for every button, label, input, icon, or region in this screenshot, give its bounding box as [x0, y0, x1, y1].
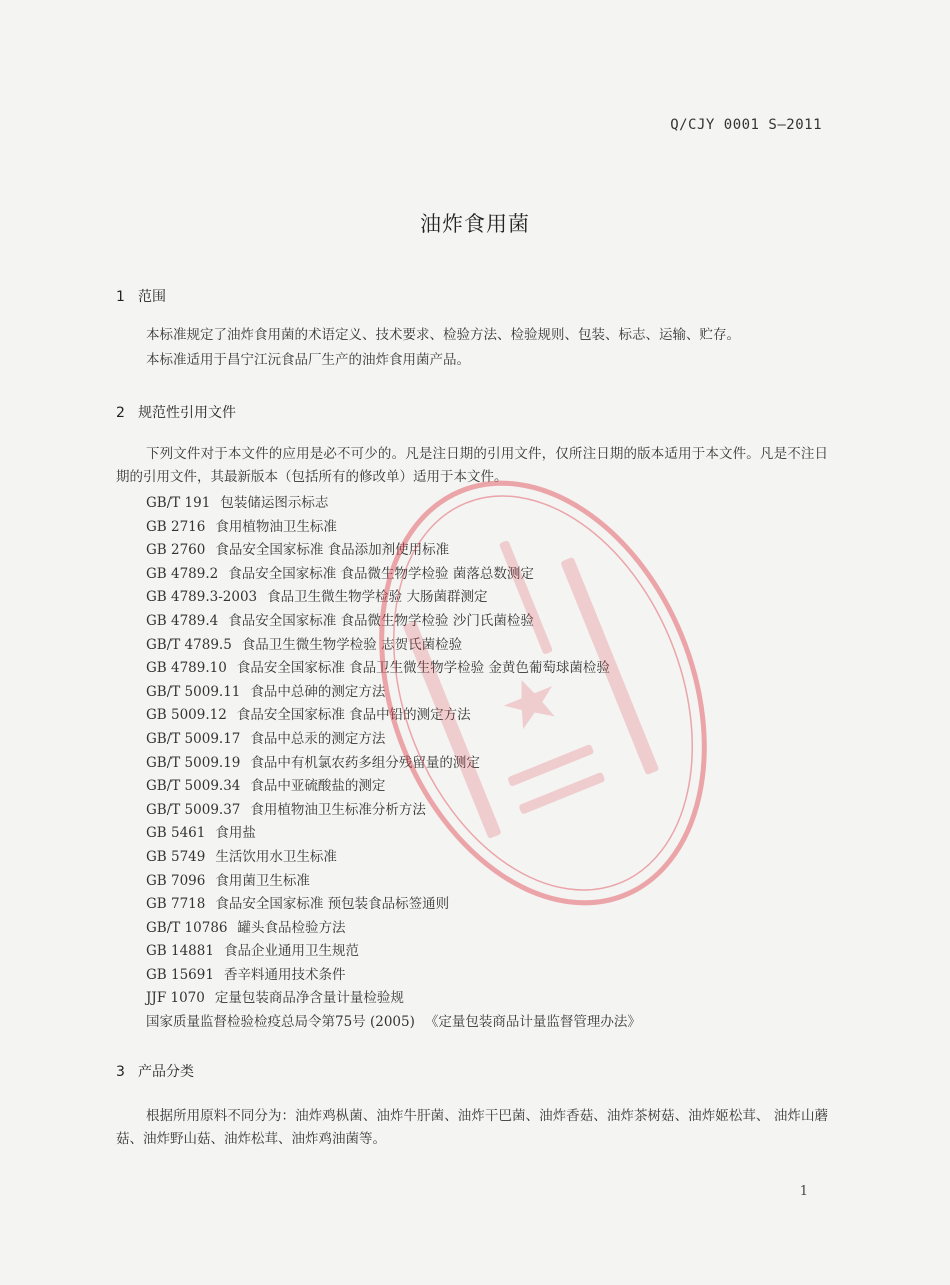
reference-title: 食品中总砷的测定方法	[250, 683, 386, 700]
reference-title: 食品安全国家标准 食品卫生微生物学检验 金黄色葡萄球菌检验	[236, 660, 610, 677]
reference-item	[146, 964, 641, 988]
reference-item	[146, 940, 641, 964]
reference-item	[146, 822, 641, 846]
reference-code: 国家质量监督检验检疫总局令第75号 (2005)	[146, 1014, 415, 1031]
reference-item	[146, 586, 641, 610]
reference-code: GB 4789.10	[146, 660, 227, 677]
scope-paragraph-1: 本标准规定了油炸食用菌的术语定义、技术要求、检验方法、检验规则、包装、标志、运输、贮存。	[146, 327, 740, 343]
section-title: 产品分类	[138, 1064, 194, 1080]
section-title: 规范性引用文件	[138, 405, 236, 421]
reference-item	[146, 799, 641, 823]
reference-item	[146, 752, 641, 776]
reference-code: GB/T 5009.34	[146, 778, 241, 795]
reference-code: GB 7096	[146, 872, 206, 889]
reference-code: GB/T 5009.37	[146, 801, 241, 818]
section-3-heading	[116, 1061, 194, 1081]
reference-item	[146, 893, 641, 917]
section-number: 3	[116, 1064, 125, 1080]
section-number: 1	[116, 289, 125, 305]
reference-item	[146, 634, 641, 658]
reference-title: 食品中亚硫酸盐的测定	[250, 778, 386, 795]
reference-title: 食品卫生微生物学检验 大肠菌群测定	[267, 589, 488, 606]
section-title: 范围	[138, 289, 166, 305]
document-title: 油炸食用菌	[420, 212, 530, 236]
reference-code: GB/T 4789.5	[146, 636, 232, 653]
reference-code: GB/T 5009.19	[146, 754, 241, 771]
reference-code: GB 7718	[146, 896, 206, 913]
reference-item	[146, 539, 641, 563]
reference-item	[146, 917, 641, 941]
reference-title: 食品中有机氯农药多组分残留量的测定	[250, 754, 480, 771]
scope-paragraph-2: 本标准适用于昌宁江沅食品厂生产的油炸食用菌产品。	[146, 352, 470, 368]
reference-list	[146, 492, 641, 1035]
reference-title: 生活饮用水卫生标准	[215, 848, 337, 865]
references-intro: 下列文件对于本文件的应用是必不可少的。凡是注日期的引用文件，仅所注日期的版本适用于本文件。凡是不注日期的引用文件，其最新版本（包括所有的修改单）适用于本文件。	[116, 446, 828, 485]
reference-code: GB 15691	[146, 966, 214, 983]
reference-code: GB 4789.3-2003	[146, 589, 258, 606]
reference-title: 食用植物油卫生标准	[215, 518, 337, 535]
reference-item	[146, 657, 641, 681]
standard-code: Q/CJY 0001 S—2011	[670, 117, 822, 133]
reference-item	[146, 846, 641, 870]
reference-code: GB/T 5009.17	[146, 730, 241, 747]
reference-title: 食用盐	[215, 825, 256, 842]
reference-item	[146, 1011, 641, 1035]
reference-title: 食品安全国家标准 食品微生物学检验 菌落总数测定	[228, 565, 534, 582]
section-2-heading	[116, 402, 236, 422]
section-number: 2	[116, 405, 125, 421]
reference-code: GB 14881	[146, 943, 214, 960]
reference-title: 食用菌卫生标准	[215, 872, 310, 889]
reference-title: 香辛料通用技术条件	[223, 966, 346, 983]
reference-code: GB 5461	[146, 825, 206, 842]
reference-title: 罐头食品检验方法	[237, 919, 346, 936]
reference-code: GB 4789.2	[146, 565, 219, 582]
reference-item	[146, 704, 641, 728]
reference-item	[146, 775, 641, 799]
reference-title: 食品安全国家标准 食品添加剂使用标准	[215, 542, 450, 559]
reference-code: GB/T 191	[146, 495, 211, 511]
reference-item	[146, 728, 641, 752]
classification-paragraph: 根据所用原料不同分为：油炸鸡枞菌、油炸牛肝菌、油炸干巴菌、油炸香菇、油炸茶树菇、油炸姬松茸、 油炸山蘑菇、油炸野山菇、油炸松茸、油炸鸡油菌等。	[116, 1108, 828, 1147]
reference-title: 食品安全国家标准 预包装食品标签通则	[215, 896, 450, 913]
reference-code: GB 4789.4	[146, 612, 219, 629]
reference-title: 包装储运图示标志	[220, 495, 329, 511]
reference-item	[146, 681, 641, 705]
reference-code: GB/T 5009.11	[146, 683, 241, 700]
reference-item	[146, 610, 641, 634]
reference-title: 《定量包装商品计量监督管理办法》	[424, 1014, 641, 1031]
reference-item	[146, 492, 641, 516]
page-number: 1	[799, 1184, 808, 1199]
reference-code: JJF 1070	[146, 990, 205, 1007]
reference-code: GB 2760	[146, 542, 206, 559]
reference-item	[146, 563, 641, 587]
reference-code: GB 5009.12	[146, 707, 227, 724]
reference-title: 食品安全国家标准 食品中铅的测定方法	[236, 707, 471, 724]
reference-item	[146, 870, 641, 894]
section-1-heading	[116, 286, 166, 306]
reference-title: 食品中总汞的测定方法	[250, 730, 386, 747]
reference-title: 食品企业通用卫生规范	[223, 943, 359, 960]
reference-title: 定量包装商品净含量计量检验规	[214, 990, 404, 1007]
reference-title: 食品安全国家标准 食品微生物学检验 沙门氏菌检验	[228, 612, 534, 629]
reference-code: GB 2716	[146, 518, 206, 535]
reference-title: 食用植物油卫生标准分析方法	[250, 801, 426, 818]
reference-code: GB/T 10786	[146, 919, 228, 936]
reference-code: GB 5749	[146, 848, 206, 865]
reference-item	[146, 516, 641, 540]
reference-item	[146, 987, 641, 1011]
reference-title: 食品卫生微生物学检验 志贺氏菌检验	[241, 636, 463, 653]
